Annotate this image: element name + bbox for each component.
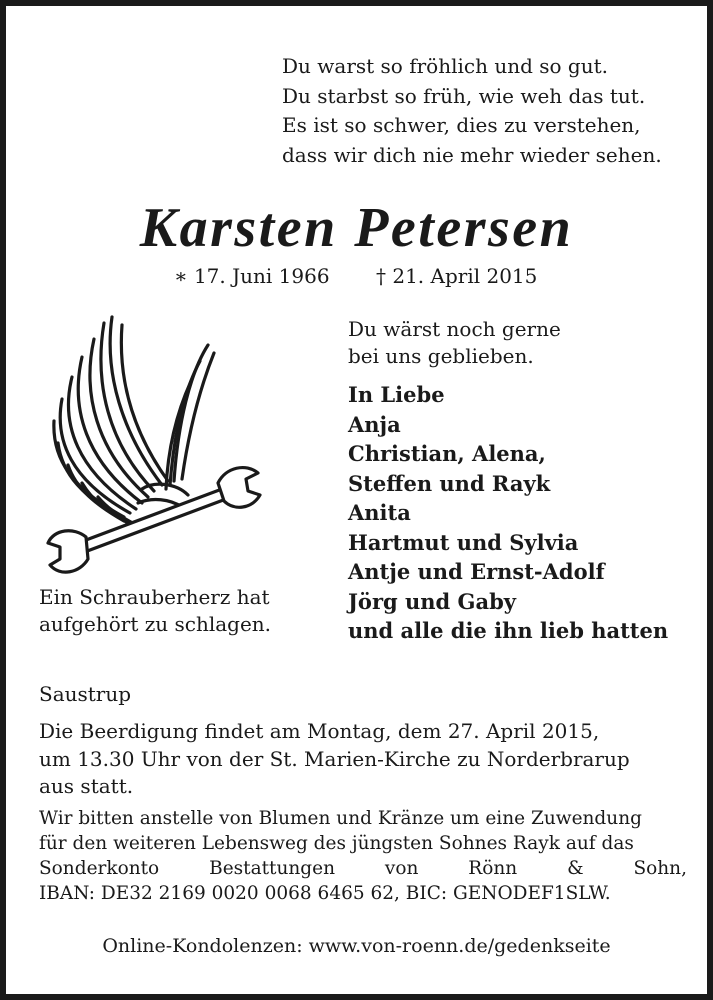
farewell-line: Du wärst noch gerne — [348, 317, 561, 341]
notice-line: aus statt. — [39, 774, 134, 798]
poem-line: Es ist so schwer, dies zu verstehen, — [282, 113, 641, 137]
poem — [282, 52, 662, 170]
request-line: für den weiteren Lebensweg des jüngsten Sohnes Rayk auf das — [39, 833, 634, 854]
mourner-line: In Liebe — [348, 382, 445, 407]
mourners-list — [348, 380, 668, 646]
mourner-line: Antje und Ernst-Adolf — [348, 559, 605, 584]
request-word: Rönn — [468, 858, 518, 879]
mourner-line: Anja — [348, 411, 401, 437]
mourner-line: Christian, Alena, — [348, 441, 546, 466]
caption-line: aufgehört zu schlagen. — [39, 612, 272, 636]
caption-line: Ein Schrauberherz hat — [39, 585, 270, 609]
farewell-line: bei uns geblieben. — [348, 344, 534, 368]
poem-line: Du starbst so früh, wie weh das tut. — [282, 83, 646, 108]
online-condolences-link[interactable]: Online-Kondolenzen: www.von-roenn.de/gedenkseite — [102, 935, 611, 957]
request-word: Sohn, — [633, 858, 687, 879]
poem-line: dass wir dich nie mehr wieder sehen. — [282, 142, 662, 167]
mourner-line: Hartmut und Sylvia — [348, 529, 579, 555]
request-line: IBAN: DE32 2169 0020 0068 6465 62, BIC: GENODEF1SLW. — [39, 883, 611, 904]
mourner-line: Steffen und Rayk — [348, 470, 551, 496]
request-line — [39, 856, 687, 881]
illustration-caption — [39, 584, 271, 638]
place-name: Saustrup — [39, 682, 132, 706]
farewell-text — [348, 316, 561, 370]
birth-date: ∗ 17. Juni 1966 — [174, 264, 330, 288]
request-word: Sonderkonto — [39, 858, 160, 879]
mourner-line: und alle die ihn lieb hatten — [348, 618, 669, 643]
notice-line: Die Beerdigung findet am Montag, dem 27. April 2015, — [39, 719, 600, 743]
poem-line: Du warst so fröhlich und so gut. — [282, 54, 608, 78]
winged-wrench-icon — [42, 313, 264, 585]
request-line: Wir bitten anstelle von Blumen und Kränze um eine Zuwendung — [39, 808, 642, 829]
deceased-name: Karsten Petersen — [139, 197, 574, 259]
request-word: von — [384, 858, 419, 879]
notice-line: um 13.30 Uhr von der St. Marien-Kirche zu Norderbrarup — [39, 746, 630, 771]
donation-request — [39, 806, 687, 906]
request-word: & — [567, 858, 584, 879]
mourner-line: Jörg und Gaby — [348, 588, 516, 614]
request-word: Bestattungen — [209, 858, 335, 879]
funeral-notice — [39, 718, 687, 801]
death-date: † 21. April 2015 — [376, 264, 538, 288]
mourner-line: Anita — [348, 500, 411, 525]
